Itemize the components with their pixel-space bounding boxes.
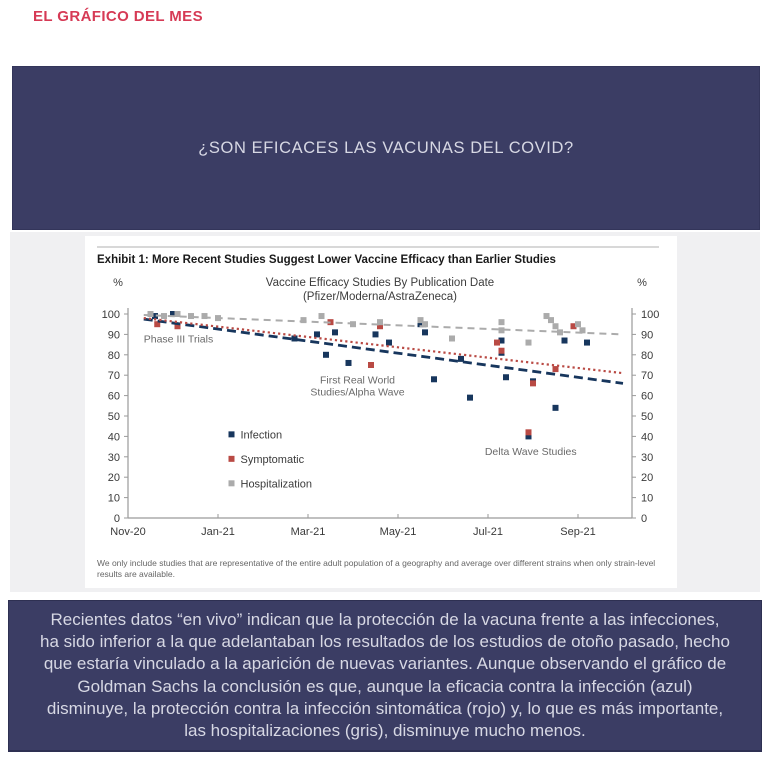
x-tick-label: May-21 [379, 526, 417, 538]
y-tick-label-right: 50 [641, 411, 654, 423]
symptomatic-point [368, 362, 374, 368]
exhibit-card [10, 232, 760, 592]
chart-annotation: Studies/Alpha Wave [310, 386, 405, 399]
infection-point [503, 374, 509, 380]
chart-annotation: First Real World [319, 374, 396, 387]
y-tick-label-left: 40 [107, 431, 120, 444]
y-tick-label-left: 50 [107, 411, 120, 423]
exhibit-inner [85, 236, 677, 588]
y-tick-label-right: 80 [641, 349, 654, 362]
commentary-block [8, 600, 762, 752]
chart-subtitle: (Pfizer/Moderna/AstraZeneca) [302, 291, 458, 303]
chart-annotation: Delta Wave Studies [484, 445, 577, 458]
infection-point [373, 331, 379, 337]
page-title: EL GRÁFICO DEL MES [33, 8, 203, 25]
symptomatic-point [530, 380, 536, 386]
y-tick-label-left: 0 [113, 513, 120, 525]
y-tick-label-right: 0 [641, 513, 648, 525]
hospitalization-point [553, 323, 559, 329]
hospitalization-point [526, 340, 532, 346]
y-tick-label-left: 90 [107, 329, 120, 342]
y-tick-label-right: 30 [641, 451, 654, 464]
exhibit-footnote: We only include studies that are representative of the entire adult population of a geography and average over different strains when only strain-level results are available. [97, 558, 656, 579]
exhibit-title: Exhibit 1: More Recent Studies Suggest Lower Vaccine Efficacy than Earlier Studies [97, 254, 556, 266]
banner [12, 66, 760, 230]
y-tick-label-right: 60 [641, 390, 654, 403]
infection-point [431, 376, 437, 382]
y-tick-label-left: 60 [107, 390, 120, 403]
commentary-text: Recientes datos “en vivo” indican que la protección de la vacuna frente a las infecciones, ha sido inferior a la que adelantaban los resultados de los estudios de otoño pasado, hecho que estaría vinculado a la aparición de nuevas variantes. Aunque observando el gráfico de Goldman Sachs la conclusión es que, aunque la eficacia contra la infección (azul) disminuye, la protección contra la infección sintomática (rojo) y, lo que es más importante, las hospitalizaciones (gris), disminuye mucho menos. [40, 610, 730, 740]
hospitalization-point [319, 313, 325, 319]
chart-title: Vaccine Efficacy Studies By Publication Date [265, 277, 495, 289]
x-tick-label: Mar-21 [290, 526, 326, 538]
infection-point [314, 331, 320, 337]
y-unit-left: % [113, 277, 123, 289]
y-tick-label-left: 80 [107, 349, 120, 362]
legend-label-symptomatic: Symptomatic [240, 453, 305, 466]
y-tick-label-right: 70 [641, 370, 654, 383]
y-tick-label-left: 10 [107, 492, 120, 505]
symptomatic-point [553, 366, 559, 372]
infection-point [553, 405, 559, 411]
top-rule [97, 246, 659, 248]
y-tick-label-right: 10 [641, 492, 654, 505]
legend-label-infection: Infection [240, 429, 283, 442]
symptomatic-point [494, 340, 500, 346]
y-tick-label-right: 100 [641, 309, 660, 321]
legend-marker-hospitalization [229, 480, 235, 486]
y-tick-label-left: 20 [107, 472, 120, 485]
x-tick-label: Nov-20 [110, 526, 146, 538]
infection-point [386, 340, 392, 346]
infection-point [584, 340, 590, 346]
y-tick-label-right: 90 [641, 329, 654, 342]
y-tick-label-left: 30 [107, 451, 120, 464]
x-tick-label: Jan-21 [201, 526, 235, 538]
x-tick-label: Sep-21 [560, 526, 596, 538]
hospitalization-point [548, 317, 554, 323]
infection-point [562, 338, 568, 344]
y-tick-label-right: 20 [641, 472, 654, 485]
infection-point [323, 352, 329, 358]
symptomatic-point [526, 429, 532, 435]
symptomatic-trend-line [144, 318, 623, 373]
hospitalization-point [575, 321, 581, 327]
infection-point [422, 329, 428, 335]
infection-point [332, 329, 338, 335]
hospitalization-point [499, 319, 505, 325]
x-tick-label: Jul-21 [473, 526, 503, 538]
symptomatic-point [499, 348, 505, 354]
legend-marker-infection [229, 431, 235, 437]
legend-label-hospitalization: Hospitalization [240, 478, 313, 491]
vaccine-efficacy-chart [90, 272, 670, 554]
infection-point [346, 360, 352, 366]
y-tick-label-right: 40 [641, 431, 654, 444]
banner-title: ¿SON EFICACES LAS VACUNAS DEL COVID? [198, 138, 574, 157]
infection-point [467, 395, 473, 401]
y-tick-label-left: 100 [101, 309, 120, 321]
legend-marker-symptomatic [229, 456, 235, 462]
chart-annotation: Phase III Trials [143, 333, 214, 346]
hospitalization-point [449, 335, 455, 341]
y-unit-right: % [637, 277, 647, 289]
y-tick-label-left: 70 [107, 370, 120, 383]
hospitalization-point [175, 311, 181, 317]
